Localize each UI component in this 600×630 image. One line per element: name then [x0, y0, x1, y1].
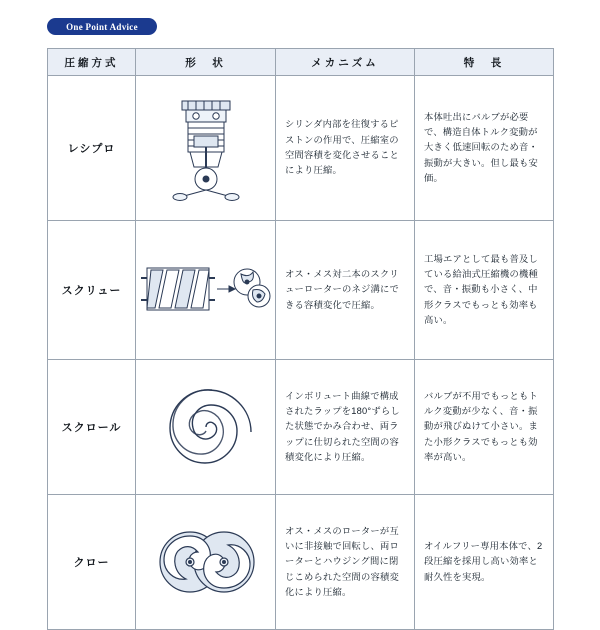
table-row: [48, 360, 554, 495]
features-text-reciprocating: 本体吐出にバルブが必要で、構造自体トルク変動が大きく低速回転のため音・振動が大きい。但し最も安価。: [415, 76, 554, 221]
row-label-screw: スクリュー: [48, 221, 136, 360]
row-label-claw: クロー: [48, 495, 136, 630]
table-row: [48, 495, 554, 630]
badge-label: One Point Advice: [66, 21, 138, 32]
mechanism-text-claw: オス・メスのローターが互いに非接触で回転し、両ローターとハウジング間に閉じこめられた空間の容積変化により圧縮。: [276, 495, 415, 630]
figure-cell-claw: [136, 495, 276, 630]
column-header-mechanism: メカニズム: [276, 49, 415, 76]
features-text-screw: 工場エアとして最も普及している給油式圧縮機の機種で、音・振動も小さく、中形クラスでもっとも効率も高い。: [415, 221, 554, 360]
column-header-shape: 形 状: [136, 49, 276, 76]
column-header-features: 特 長: [415, 49, 554, 76]
table-row: [48, 221, 554, 360]
compressor-comparison-table: [47, 48, 554, 630]
column-header-type: 圧縮方式: [48, 49, 136, 76]
figure-cell-screw: [136, 221, 276, 360]
figure-cell-reciprocating: [136, 76, 276, 221]
table-row: [48, 76, 554, 221]
row-label-scroll: スクロール: [48, 360, 136, 495]
mechanism-text-scroll: インボリュート曲線で構成されたラップを180°ずらした状態でかみ合わせ、両ラップに仕切られた空間の容積変化により圧縮。: [276, 360, 415, 495]
table-header-row: [48, 49, 554, 76]
row-label-reciprocating: レシプロ: [48, 76, 136, 221]
claw-compressor-diagram: [138, 519, 273, 605]
one-point-advice-badge: [47, 18, 157, 35]
mechanism-text-screw: オス・メス対二本のスクリューローターのネジ溝にできる容積変化で圧縮。: [276, 221, 415, 360]
scroll-compressor-diagram: [138, 381, 273, 473]
screw-compressor-diagram: [138, 250, 273, 330]
figure-cell-scroll: [136, 360, 276, 495]
mechanism-text-reciprocating: シリンダ内部を往復するピストンの作用で、圧縮室の空間容積を変化させることにより圧縮。: [276, 76, 415, 221]
reciprocating-compressor-diagram: [138, 93, 273, 203]
features-text-scroll: バルブが不用でもっともトルク変動が少なく、音・振動が飛びぬけて小さい。また小形クラスでもっとも効率が高い。: [415, 360, 554, 495]
features-text-claw: オイルフリー専用本体で、2段圧縮を採用し高い効率と耐久性を実現。: [415, 495, 554, 630]
